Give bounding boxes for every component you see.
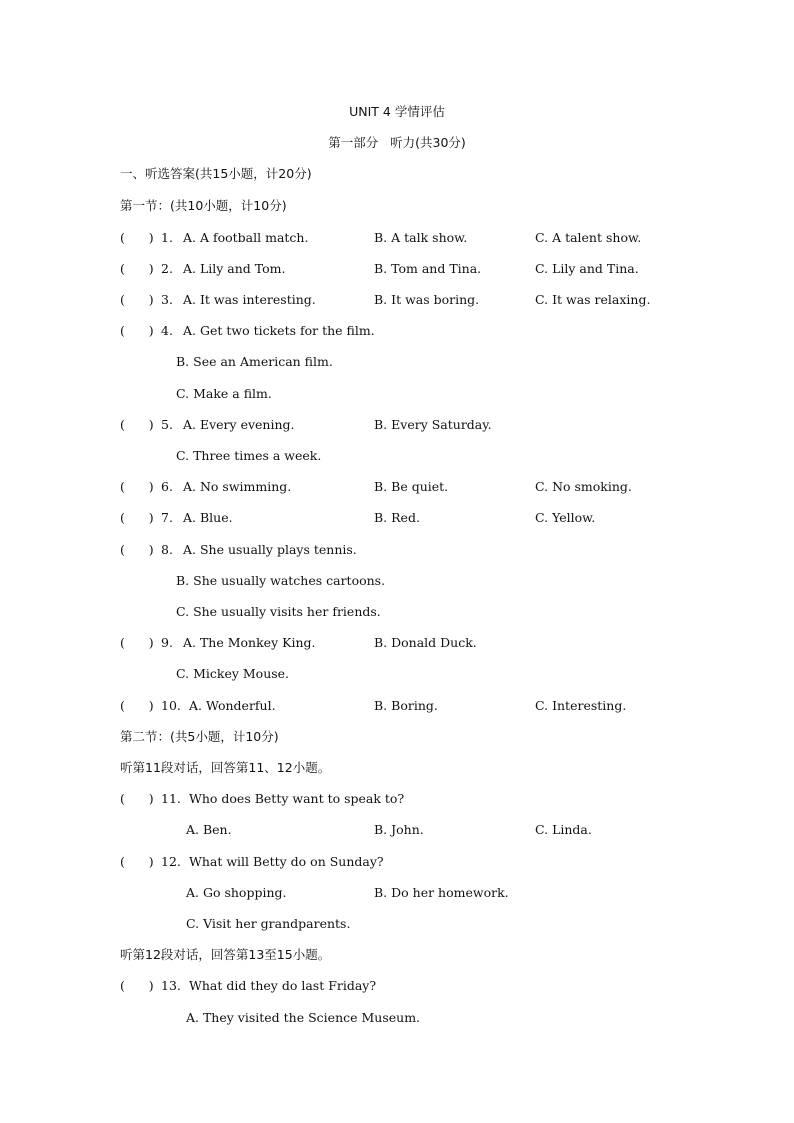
option-c: C. Visit her grandparents. xyxy=(186,916,351,931)
answer-blank: ( ) xyxy=(120,854,154,869)
option-c: C. No smoking. xyxy=(535,479,632,494)
option-c: C. Mickey Mouse. xyxy=(176,666,290,681)
option-a: A. Wonderful. xyxy=(189,698,276,713)
option-b: B. Do her homework. xyxy=(374,885,509,900)
question-number: 10. xyxy=(161,698,181,713)
answer-blank: ( ) xyxy=(120,510,154,525)
question-number: 4. xyxy=(161,323,173,338)
option-c: C. It was relaxing. xyxy=(535,292,651,307)
option-a: A. A football match. xyxy=(183,230,309,245)
dialog-11-intro: 听第11段对话，回答第11、12小题。 xyxy=(120,760,331,775)
question-number: 2. xyxy=(161,261,173,276)
option-b: B. Every Saturday. xyxy=(374,417,492,432)
subsection2-title: 第二节：(共5小题，计10分) xyxy=(120,729,279,744)
option-b: B. She usually watches cartoons. xyxy=(176,573,386,588)
answer-blank: ( ) xyxy=(120,323,154,338)
question-number: 9. xyxy=(161,635,173,650)
question-stem: What did they do last Friday? xyxy=(189,978,377,993)
subsection1-title: 第一节：(共10小题，计10分) xyxy=(120,198,287,213)
answer-blank: ( ) xyxy=(120,261,154,276)
option-a: A. She usually plays tennis. xyxy=(183,542,357,557)
option-c: C. Lily and Tina. xyxy=(535,261,639,276)
option-b: B. Tom and Tina. xyxy=(374,261,482,276)
question-number: 3. xyxy=(161,292,173,307)
option-c: C. She usually visits her friends. xyxy=(176,604,381,619)
answer-blank: ( ) xyxy=(120,417,154,432)
option-b: B. Be quiet. xyxy=(374,479,449,494)
question-number: 11. xyxy=(161,791,181,806)
dialog-12-intro: 听第12段对话，回答第13至15小题。 xyxy=(120,947,331,962)
option-a: A. Every evening. xyxy=(183,417,295,432)
option-a: A. They visited the Science Museum. xyxy=(186,1010,421,1025)
option-b: B. A talk show. xyxy=(374,230,468,245)
option-a: A. Lily and Tom. xyxy=(183,261,286,276)
option-a: A. It was interesting. xyxy=(183,292,316,307)
option-c: C. Make a film. xyxy=(176,386,272,401)
answer-blank: ( ) xyxy=(120,292,154,307)
option-b: B. It was boring. xyxy=(374,292,480,307)
question-stem: Who does Betty want to speak to? xyxy=(189,791,405,806)
option-b: B. Red. xyxy=(374,510,420,525)
answer-blank: ( ) xyxy=(120,230,154,245)
question-number: 7. xyxy=(161,510,173,525)
option-b: B. See an American film. xyxy=(176,354,333,369)
option-a: A. Go shopping. xyxy=(186,885,287,900)
option-a: A. The Monkey King. xyxy=(183,635,316,650)
part-title: 第一部分 听力(共30分) xyxy=(328,135,466,150)
option-a: A. Blue. xyxy=(183,510,233,525)
option-c: C. Interesting. xyxy=(535,698,627,713)
answer-blank: ( ) xyxy=(120,978,154,993)
answer-blank: ( ) xyxy=(120,542,154,557)
answer-blank: ( ) xyxy=(120,698,154,713)
option-c: C. Linda. xyxy=(535,822,592,837)
option-a: A. Ben. xyxy=(186,822,232,837)
option-c: C. Three times a week. xyxy=(176,448,322,463)
question-number: 6. xyxy=(161,479,173,494)
option-c: C. Yellow. xyxy=(535,510,596,525)
question-stem: What will Betty do on Sunday? xyxy=(189,854,384,869)
question-number: 8. xyxy=(161,542,173,557)
question-number: 12. xyxy=(161,854,181,869)
option-a: A. No swimming. xyxy=(183,479,292,494)
question-number: 1. xyxy=(161,230,173,245)
section1-title: 一、听选答案(共15小题，计20分) xyxy=(120,166,312,181)
option-a: A. Get two tickets for the film. xyxy=(183,323,375,338)
answer-blank: ( ) xyxy=(120,635,154,650)
answer-blank: ( ) xyxy=(120,791,154,806)
unit-title: UNIT 4 学情评估 xyxy=(349,104,445,119)
option-b: B. Donald Duck. xyxy=(374,635,477,650)
answer-blank: ( ) xyxy=(120,479,154,494)
question-number: 5. xyxy=(161,417,173,432)
option-c: C. A talent show. xyxy=(535,230,642,245)
question-number: 13. xyxy=(161,978,181,993)
option-b: B. Boring. xyxy=(374,698,438,713)
option-b: B. John. xyxy=(374,822,424,837)
